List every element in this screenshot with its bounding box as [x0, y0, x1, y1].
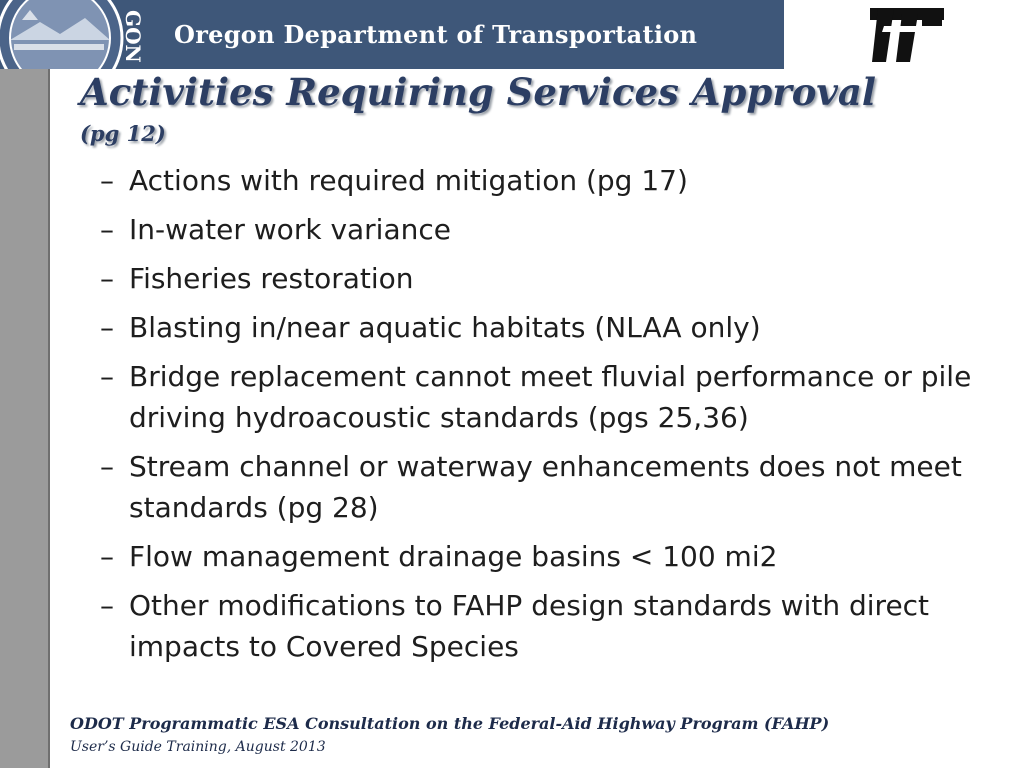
- list-item: [100, 209, 1000, 250]
- bullet-text: Fisheries restoration: [129, 262, 414, 295]
- bullet-text: Other modifications to FAHP design standards with direct impacts to Covered Species: [129, 589, 930, 663]
- bullet-text: Actions with required mitigation (pg 17): [129, 164, 688, 197]
- bullet-text: In-water work variance: [129, 213, 451, 246]
- list-item: [100, 160, 1000, 201]
- bullet-text: Flow management drainage basins < 100 mi2: [129, 540, 778, 573]
- dash-marker: –: [100, 164, 114, 197]
- bullet-text: Bridge replacement cannot meet fluvial performance or pile driving hydroacoustic standards (pgs 25,36): [129, 360, 972, 434]
- dash-marker: –: [100, 540, 114, 573]
- footer-subtitle: User’s Guide Training, August 2013: [70, 739, 326, 755]
- list-item: [100, 307, 1000, 348]
- list-item: [100, 536, 1000, 577]
- slide-subtitle: (pg 12): [80, 121, 166, 146]
- dash-marker: –: [100, 262, 114, 295]
- header-banner: [0, 0, 784, 69]
- footer-title: ODOT Programmatic ESA Consultation on the Federal-Aid Highway Program (FAHP): [70, 714, 830, 733]
- slide-title: Activities Requiring Services Approval: [80, 70, 876, 114]
- seal-text: GON: [121, 10, 145, 63]
- header-organization-name: Oregon Department of Transportation: [174, 20, 698, 49]
- odot-logo-icon: [866, 4, 948, 66]
- dash-marker: –: [100, 311, 114, 344]
- list-item: [100, 585, 1000, 667]
- left-sidebar-bar: [0, 69, 50, 768]
- bullet-list: [100, 160, 1000, 675]
- bullet-text: Blasting in/near aquatic habitats (NLAA only): [129, 311, 761, 344]
- list-item: [100, 446, 1000, 528]
- list-item: [100, 356, 1000, 438]
- dash-marker: –: [100, 450, 114, 483]
- bullet-text: Stream channel or waterway enhancements does not meet standards (pg 28): [129, 450, 962, 524]
- dash-marker: –: [100, 360, 114, 393]
- dash-marker: –: [100, 213, 114, 246]
- oregon-seal-icon: [0, 0, 160, 69]
- list-item: [100, 258, 1000, 299]
- dash-marker: –: [100, 589, 114, 622]
